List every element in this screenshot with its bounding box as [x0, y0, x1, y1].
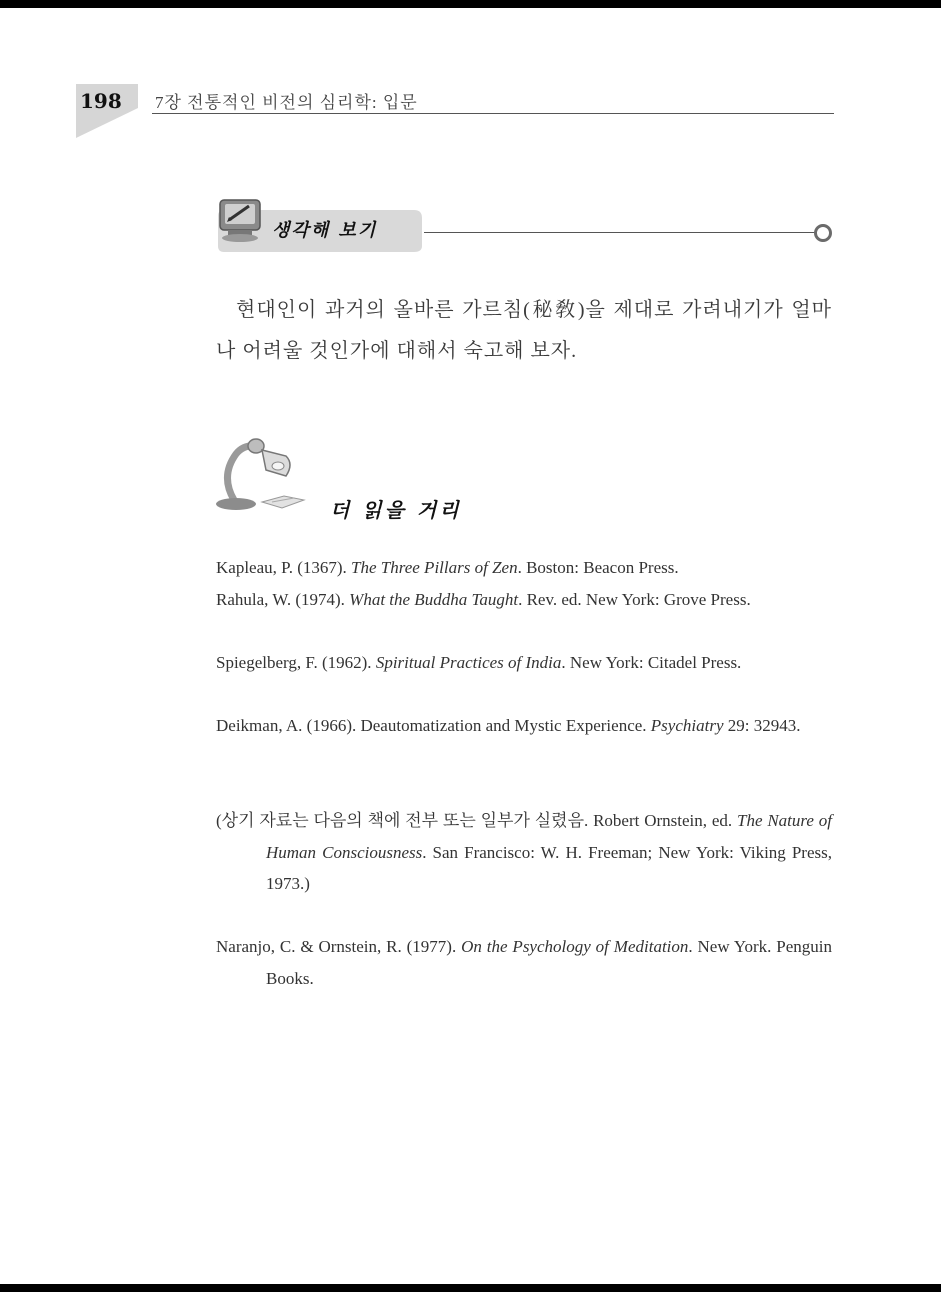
top-border-bar — [0, 0, 941, 8]
reference-item-source-note: (상기 자료는 다음의 책에 전부 또는 일부가 실렸음. Robert Ornstein, ed. The Nature of Human Consciousness. San Francisco: W. H. Freeman; New York: Viking Press, 1973.) — [216, 811, 832, 893]
reference-item: Kapleau, P. (1367). The Three Pillars of Zen. Boston: Beacon Press. — [216, 558, 679, 577]
think-section-banner — [214, 196, 424, 254]
think-section-rule — [424, 232, 816, 233]
think-section-text: 현대인이 과거의 올바른 가르침(秘敎)을 제대로 가려내기가 얼마나 어려울 것인가에 대해서 숙고해 보자. — [216, 299, 832, 362]
reference-item: Spiegelberg, F. (1962). Spiritual Practices of India. New York: Citadel Press. — [216, 653, 742, 672]
reference-item: Rahula, W. (1974). What the Buddha Taught. Rev. ed. New York: Grove Press. — [216, 590, 751, 609]
reference-item: Deikman, A. (1966). Deautomatization and Mystic Experience. Psychiatry 29: 32943. — [216, 716, 801, 735]
think-section-label: 생각해 보기 — [272, 220, 378, 241]
reading-lamp-icon — [214, 436, 314, 516]
page-number: 198 — [80, 89, 122, 113]
think-section-rule-end-circle — [814, 224, 832, 242]
further-reading-label: 더 읽을 거리 — [330, 498, 462, 522]
bottom-border-bar — [0, 1284, 941, 1292]
header-rule — [152, 113, 834, 114]
running-header-chapter-title: 7장 전통적인 비전의 심리학: 입문 — [155, 93, 418, 112]
reference-item: Naranjo, C. & Ornstein, R. (1977). On the Psychology of Meditation. New York. Penguin Books. — [216, 937, 832, 988]
